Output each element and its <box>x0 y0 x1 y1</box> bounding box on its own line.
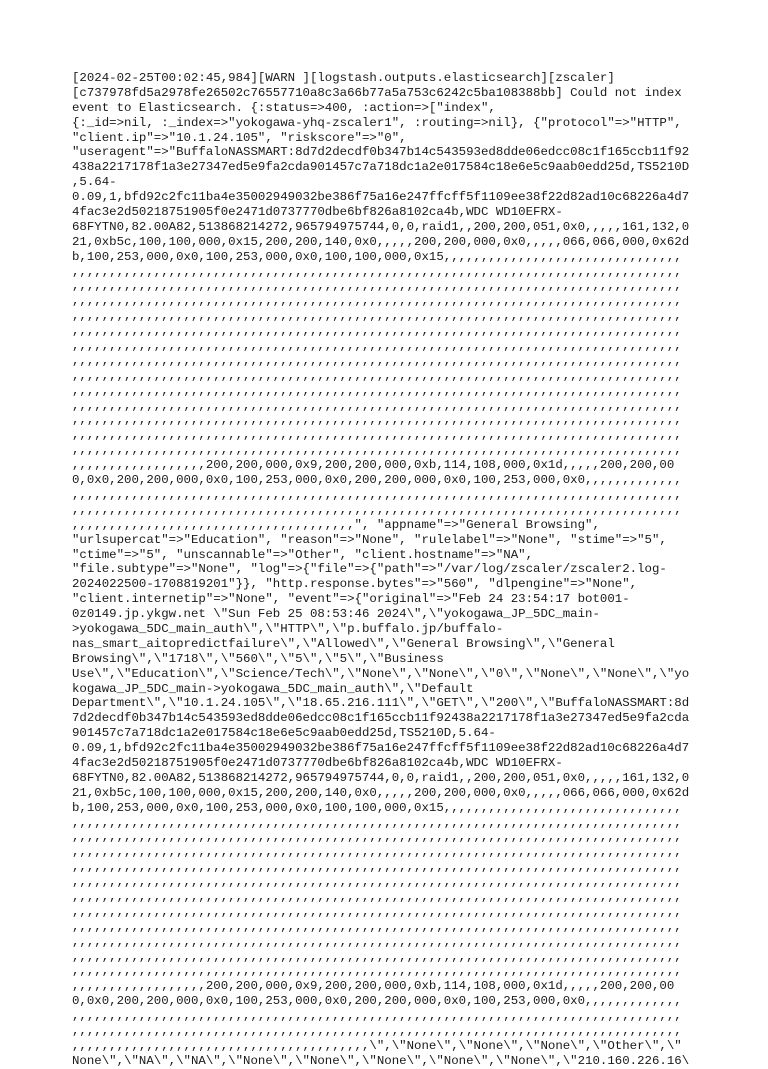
log-line: ,,,,,,,,,,,,,,,,,,,,,,,,,,,,,,,,,,,,,,,,,,,,,,,,,,,,,,,,,,,,,,,,,,,,,,,,,,,,,,,,,, <box>72 353 682 368</box>
log-line: 4fac3e2d50218751905f0e2471d0737770dbe6bf826a8102ca4b,WDC WD10EFRX- <box>72 755 563 770</box>
log-line: ,,,,,,,,,,,,,,,,,,,,,,,,,,,,,,,,,,,,,,,,,,,,,,,,,,,,,,,,,,,,,,,,,,,,,,,,,,,,,,,,,, <box>72 1024 682 1038</box>
log-line: ,,,,,,,,,,,,,,,,,,,,,,,,,,,,,,,,,,,,,,,,,,,,,,,,,,,,,,,,,,,,,,,,,,,,,,,,,,,,,,,,,, <box>72 904 682 919</box>
log-line: ,,,,,,,,,,,,,,,,,,,,,,,,,,,,,,,,,,,,,,,,,,,,,,,,,,,,,,,,,,,,,,,,,,,,,,,,,,,,,,,,,, <box>72 339 682 354</box>
log-line: ,,,,,,,,,,,,,,,,,,,,,,,,,,,,,,,,,,,,,,,,,,,,,,,,,,,,,,,,,,,,,,,,,,,,,,,,,,,,,,,,,, <box>72 949 682 964</box>
log-line: ,,,,,,,,,,,,,,,,,,,,,,,,,,,,,,,,,,,,,,", "appname"=>"General Browsing", <box>72 517 600 532</box>
log-line: 21,0xb5c,100,100,000,0x15,200,200,140,0x0,,,,,200,200,000,0x0,,,,,066,066,000,0x62d <box>72 234 690 249</box>
log-line: ,,,,,,,,,,,,,,,,,,,,,,,,,,,,,,,,,,,,,,,,,,,,,,,,,,,,,,,,,,,,,,,,,,,,,,,,,,,,,,,,,, <box>72 264 682 279</box>
log-line: "useragent"=>"BuffaloNASSMART:8d7d2decdf0b347b14c543593ed8dde06edcc08c1f165ccb11f92 <box>72 145 690 160</box>
log-line: ,,,,,,,,,,,,,,,,,,,,,,,,,,,,,,,,,,,,,,,,,,,,,,,,,,,,,,,,,,,,,,,,,,,,,,,,,,,,,,,,,, <box>72 964 682 979</box>
log-line: 21,0xb5c,100,100,000,0x15,200,200,140,0x0,,,,,200,200,000,0x0,,,,,066,066,000,0x62d <box>72 785 690 800</box>
log-line: "urlsupercat"=>"Education", "reason"=>"None", "rulelabel"=>"None", "stime"=>"5", <box>72 532 667 547</box>
log-line: 68FYTN0,82.00A82,513868214272,965794975744,0,0,raid1,,200,200,051,0x0,,,,,161,132,0 <box>72 770 690 785</box>
log-line: ,,,,,,,,,,,,,,,,,,,,,,,,,,,,,,,,,,,,,,,,,,,,,,,,,,,,,,,,,,,,,,,,,,,,,,,,,,,,,,,,,, <box>72 309 682 324</box>
log-line: Browsing\",\"1718\",\"560\",\"5\",\"5\",\"Business <box>72 651 444 666</box>
log-text-block <box>72 71 712 1069</box>
log-line: ,,,,,,,,,,,,,,,,,,,,,,,,,,,,,,,,,,,,,,,,,,,,,,,,,,,,,,,,,,,,,,,,,,,,,,,,,,,,,,,,,, <box>72 383 682 398</box>
log-line: {:_id=>nil, :_index=>"yokogawa-yhq-zscaler1", :routing=>nil}, {"protocol"=>"HTTP", <box>72 115 682 130</box>
log-line: ,,,,,,,,,,,,,,,,,,,,,,,,,,,,,,,,,,,,,,,,,,,,,,,,,,,,,,,,,,,,,,,,,,,,,,,,,,,,,,,,,, <box>72 815 682 830</box>
log-line: ,,,,,,,,,,,,,,,,,,,,,,,,,,,,,,,,,,,,,,,,,,,,,,,,,,,,,,,,,,,,,,,,,,,,,,,,,,,,,,,,,, <box>72 889 682 904</box>
log-line: ,,,,,,,,,,,,,,,,,,,,,,,,,,,,,,,,,,,,,,,,,,,,,,,,,,,,,,,,,,,,,,,,,,,,,,,,,,,,,,,,,, <box>72 830 682 845</box>
log-line: 438a2217178f1a3e27347ed5e9fa2cda901457c7a718dc1a2e017584c18e6e5c9aab0edd25d,TS5210D <box>72 160 690 175</box>
log-line: ,,,,,,,,,,,,,,,,,,,,,,,,,,,,,,,,,,,,,,,,,,,,,,,,,,,,,,,,,,,,,,,,,,,,,,,,,,,,,,,,,, <box>72 279 682 294</box>
log-line: ,,,,,,,,,,,,,,,,,,,,,,,,,,,,,,,,,,,,,,,,,,,,,,,,,,,,,,,,,,,,,,,,,,,,,,,,,,,,,,,,,, <box>72 502 682 517</box>
log-line: 901457c7a718dc1a2e017584c18e6e5c9aab0edd25d,TS5210D,5.64- <box>72 726 496 741</box>
log-line: 0,0x0,200,200,000,0x0,100,253,000,0x0,200,200,000,0x0,100,253,000,0x0,,,,,,,,,,,,, <box>72 473 682 488</box>
log-line: kogawa_JP_5DC_main->yokogawa_5DC_main_auth\",\"Default <box>72 681 474 696</box>
log-line: ,,,,,,,,,,,,,,,,,,,,,,,,,,,,,,,,,,,,,,,,,,,,,,,,,,,,,,,,,,,,,,,,,,,,,,,,,,,,,,,,,, <box>72 368 682 383</box>
log-line: nas_smart_aitopredictfailure\",\"Allowed\",\"General Browsing\",\"General <box>72 636 615 651</box>
log-line: 2024022500-1708819201"}}, "http.response.bytes"=>"560", "dlpengine"=>"None", <box>72 577 638 592</box>
log-line: "file.subtype"=>"None", "log"=>{"file"=>{"path"=>"/var/log/zscaler/zscaler2.log- <box>72 562 667 577</box>
log-line: 68FYTN0,82.00A82,513868214272,965794975744,0,0,raid1,,200,200,051,0x0,,,,,161,132,0 <box>72 219 690 234</box>
log-line: 0.09,1,bfd92c2fc11ba4e35002949032be386f75a16e247ffcff5f1109ee38f22d82ad10c68226a4d7 <box>72 741 690 756</box>
log-line: b,100,253,000,0x0,100,253,000,0x0,100,100,000,0x15,,,,,,,,,,,,,,,,,,,,,,,,,,,,,,,, <box>72 800 682 815</box>
log-line: [2024-02-25T00:02:45,984][WARN ][logstash.outputs.elasticsearch][zscaler] <box>72 71 615 85</box>
log-line: ,,,,,,,,,,,,,,,,,,,,,,,,,,,,,,,,,,,,,,,,\",\"None\",\"None\",\"None\",\"Other\",\" <box>72 1038 682 1053</box>
log-line: ,,,,,,,,,,,,,,,,,,,,,,,,,,,,,,,,,,,,,,,,,,,,,,,,,,,,,,,,,,,,,,,,,,,,,,,,,,,,,,,,,, <box>72 875 682 890</box>
log-line: ,5.64- <box>72 175 117 190</box>
log-line: ,,,,,,,,,,,,,,,,,,,,,,,,,,,,,,,,,,,,,,,,,,,,,,,,,,,,,,,,,,,,,,,,,,,,,,,,,,,,,,,,,, <box>72 413 682 428</box>
log-line: Use\",\"Education\",\"Science/Tech\",\"None\",\"None\",\"0\",\"None\",\"None\",\"yo <box>72 666 690 681</box>
log-line: ,,,,,,,,,,,,,,,,,,,,,,,,,,,,,,,,,,,,,,,,,,,,,,,,,,,,,,,,,,,,,,,,,,,,,,,,,,,,,,,,,, <box>72 398 682 413</box>
log-line: "ctime"=>"5", "unscannable"=>"Other", "client.hostname"=>"NA", <box>72 547 534 562</box>
log-line: ,,,,,,,,,,,,,,,,,,,,,,,,,,,,,,,,,,,,,,,,,,,,,,,,,,,,,,,,,,,,,,,,,,,,,,,,,,,,,,,,,, <box>72 428 682 443</box>
log-line: ,,,,,,,,,,,,,,,,,,,,,,,,,,,,,,,,,,,,,,,,,,,,,,,,,,,,,,,,,,,,,,,,,,,,,,,,,,,,,,,,,, <box>72 860 682 875</box>
log-line: ,,,,,,,,,,,,,,,,,,,,,,,,,,,,,,,,,,,,,,,,,,,,,,,,,,,,,,,,,,,,,,,,,,,,,,,,,,,,,,,,,, <box>72 934 682 949</box>
log-line: event to Elasticsearch. {:status=>400, :action=>["index", <box>72 100 496 115</box>
log-line: None\",\"NA\",\"NA\",\"None\",\"None\",\"None\",\"None\",\"None\",\"210.160.226.16\ <box>72 1053 690 1068</box>
log-line: 4fac3e2d50218751905f0e2471d0737770dbe6bf826a8102ca4b,WDC WD10EFRX- <box>72 205 563 220</box>
log-line: ,,,,,,,,,,,,,,,,,,200,200,000,0x9,200,200,000,0xb,114,108,000,0x1d,,,,,200,200,00 <box>72 458 675 473</box>
log-line: ,,,,,,,,,,,,,,,,,,,,,,,,,,,,,,,,,,,,,,,,,,,,,,,,,,,,,,,,,,,,,,,,,,,,,,,,,,,,,,,,,, <box>72 1009 682 1024</box>
log-line: ,,,,,,,,,,,,,,,,,,,,,,,,,,,,,,,,,,,,,,,,,,,,,,,,,,,,,,,,,,,,,,,,,,,,,,,,,,,,,,,,,, <box>72 845 682 860</box>
log-line: ,,,,,,,,,,,,,,,,,,,,,,,,,,,,,,,,,,,,,,,,,,,,,,,,,,,,,,,,,,,,,,,,,,,,,,,,,,,,,,,,,, <box>72 324 682 339</box>
log-line: "client.internetip"=>"None", "event"=>{"original"=>"Feb 24 23:54:17 bot001- <box>72 592 630 607</box>
log-line: 0.09,1,bfd92c2fc11ba4e35002949032be386f75a16e247ffcff5f1109ee38f22d82ad10c68226a4d7 <box>72 190 690 205</box>
log-line: Department\",\"10.1.24.105\",\"18.65.216.111\",\"GET\",\"200\",\"BuffaloNASSMART:8d <box>72 696 690 711</box>
log-line: 0,0x0,200,200,000,0x0,100,253,000,0x0,200,200,000,0x0,100,253,000,0x0,,,,,,,,,,,,, <box>72 994 682 1009</box>
log-line: ,,,,,,,,,,,,,,,,,,,,,,,,,,,,,,,,,,,,,,,,,,,,,,,,,,,,,,,,,,,,,,,,,,,,,,,,,,,,,,,,,, <box>72 487 682 502</box>
log-line: 7d2decdf0b347b14c543593ed8dde06edcc08c1f165ccb11f92438a2217178f1a3e27347ed5e9fa2cda <box>72 711 690 726</box>
log-line: b,100,253,000,0x0,100,253,000,0x0,100,100,000,0x15,,,,,,,,,,,,,,,,,,,,,,,,,,,,,,,, <box>72 249 682 264</box>
log-line: ,,,,,,,,,,,,,,,,,,,,,,,,,,,,,,,,,,,,,,,,,,,,,,,,,,,,,,,,,,,,,,,,,,,,,,,,,,,,,,,,,, <box>72 294 682 309</box>
log-line: ,,,,,,,,,,,,,,,,,,,,,,,,,,,,,,,,,,,,,,,,,,,,,,,,,,,,,,,,,,,,,,,,,,,,,,,,,,,,,,,,,, <box>72 919 682 934</box>
log-line: [c737978fd5a2978fe26502c76557710a8c3a66b77a5a753c6242c5ba108388bb] Could not index <box>72 85 682 100</box>
log-line: ,,,,,,,,,,,,,,,,,,,,,,,,,,,,,,,,,,,,,,,,,,,,,,,,,,,,,,,,,,,,,,,,,,,,,,,,,,,,,,,,,, <box>72 443 682 458</box>
log-line: "client.ip"=>"10.1.24.105", "riskscore"=>"0", <box>72 130 407 145</box>
log-line: 0z0149.jp.ykgw.net \"Sun Feb 25 08:53:46 2024\",\"yokogawa_JP_5DC_main- <box>72 607 600 622</box>
log-line: ,,,,,,,,,,,,,,,,,,200,200,000,0x9,200,200,000,0xb,114,108,000,0x1d,,,,,200,200,00 <box>72 979 675 994</box>
log-line: >yokogawa_5DC_main_auth\",\"HTTP\",\"p.buffalo.jp/buffalo- <box>72 621 504 636</box>
